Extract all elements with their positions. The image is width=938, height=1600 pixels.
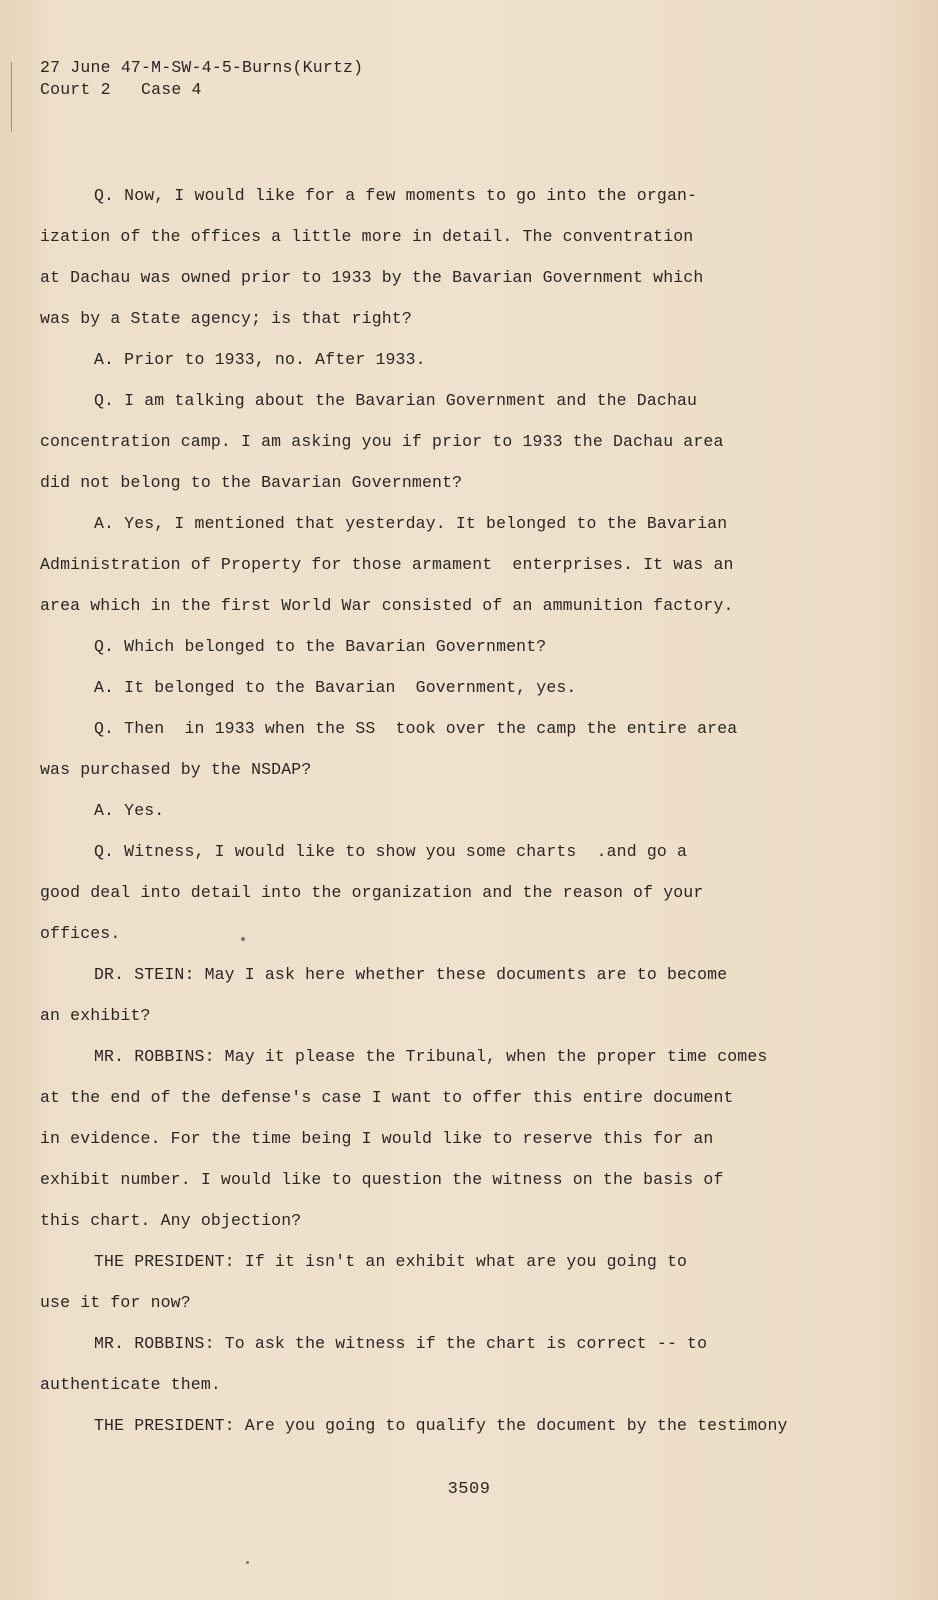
transcript-line: use it for now? bbox=[40, 1293, 191, 1312]
transcript-line: Q. Now, I would like for a few moments to go into the organ- bbox=[94, 186, 698, 205]
transcript-line: ization of the offices a little more in detail. The conventration bbox=[40, 227, 694, 246]
transcript-line: MR. ROBBINS: May it please the Tribunal, when the proper time comes bbox=[94, 1047, 768, 1066]
transcript-line: good deal into detail into the organization and the reason of your bbox=[40, 883, 704, 902]
transcript-line: THE PRESIDENT: Are you going to qualify the document by the testimony bbox=[94, 1416, 788, 1435]
transcript-line: area which in the first World War consisted of an ammunition factory. bbox=[40, 596, 734, 615]
transcript-body bbox=[40, 175, 840, 1446]
header-line-2: Court 2 Case 4 bbox=[40, 80, 202, 99]
transcript-line: an exhibit? bbox=[40, 1006, 151, 1025]
transcript-line: A. Prior to 1933, no. After 1933. bbox=[94, 350, 426, 369]
transcript-line: MR. ROBBINS: To ask the witness if the chart is correct -- to bbox=[94, 1334, 708, 1353]
transcript-line: Q. Then in 1933 when the SS took over the camp the entire area bbox=[94, 719, 738, 738]
transcript-line: concentration camp. I am asking you if prior to 1933 the Dachau area bbox=[40, 432, 724, 451]
transcript-line: Q. Witness, I would like to show you some charts .and go a bbox=[94, 842, 688, 861]
transcript-line: exhibit number. I would like to question the witness on the basis of bbox=[40, 1170, 724, 1189]
transcript-line: Administration of Property for those armament enterprises. It was an bbox=[40, 555, 734, 574]
transcript-line: at Dachau was owned prior to 1933 by the Bavarian Government which bbox=[40, 268, 704, 287]
transcript-line: this chart. Any objection? bbox=[40, 1211, 302, 1230]
transcript-line: THE PRESIDENT: If it isn't an exhibit what are you going to bbox=[94, 1252, 688, 1271]
transcript-line: in evidence. For the time being I would like to reserve this for an bbox=[40, 1129, 714, 1148]
transcript-line: at the end of the defense's case I want to offer this entire document bbox=[40, 1088, 734, 1107]
transcript-line: authenticate them. bbox=[40, 1375, 221, 1394]
document-header bbox=[40, 57, 363, 101]
ink-speck bbox=[246, 1561, 249, 1564]
page-number: 3509 bbox=[447, 1480, 491, 1499]
transcript-line: was by a State agency; is that right? bbox=[40, 309, 412, 328]
transcript-line: was purchased by the NSDAP? bbox=[40, 760, 312, 779]
transcript-line: A. Yes, I mentioned that yesterday. It belonged to the Bavarian bbox=[94, 514, 728, 533]
transcript-line: Q. I am talking about the Bavarian Government and the Dachau bbox=[94, 391, 698, 410]
transcript-line: DR. STEIN: May I ask here whether these documents are to become bbox=[94, 965, 728, 984]
header-line-1: 27 June 47-M-SW-4-5-Burns(Kurtz) bbox=[40, 58, 364, 77]
transcript-line: A. It belonged to the Bavarian Government, yes. bbox=[94, 678, 577, 697]
transcript-line: A. Yes. bbox=[94, 801, 165, 820]
margin-mark bbox=[11, 62, 12, 132]
transcript-line: offices. bbox=[40, 924, 121, 943]
ink-speck bbox=[241, 937, 245, 941]
transcript-line: did not belong to the Bavarian Government? bbox=[40, 473, 463, 492]
transcript-line: Q. Which belonged to the Bavarian Government? bbox=[94, 637, 547, 656]
